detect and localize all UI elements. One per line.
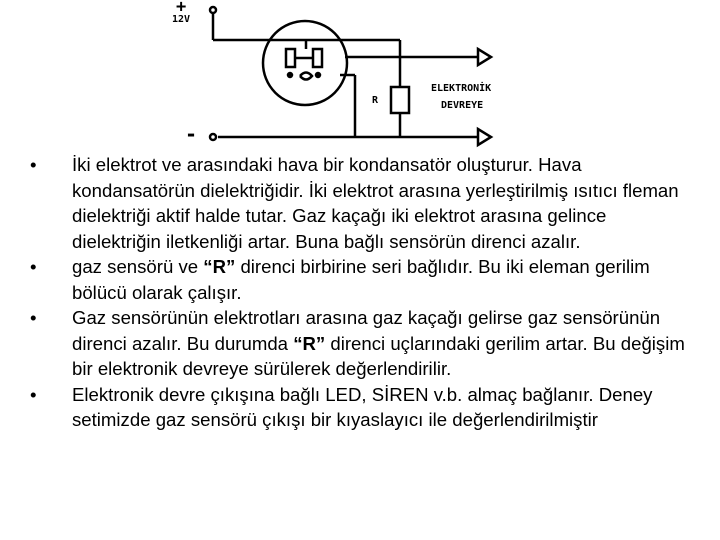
bullet-text-start: Gaz sensörünün elektrotları arasına gaz kaçağı gelirse gaz sensörünün direnci azalır. Bu durumda xyxy=(72,307,661,354)
bullet-item xyxy=(30,254,698,305)
bullet-text: İki elektrot ve arasındaki hava bir kondansatör oluşturur. Hava kondansatörün dielektriğidir. İki elektrot arasına yerleştirilmiş ısıtıcı fleman dielektriği aktif halde tutar. Gaz kaçağı iki elektrot arasına gelince dielektriğin iletkenliği artar. Buna bağlı sensörün direnci azalır. xyxy=(72,154,679,252)
gas-sensor-circuit-diagram xyxy=(0,0,720,150)
bullet-bold-term: “R” xyxy=(203,256,236,277)
bullet-dot: • xyxy=(30,154,37,175)
resistor-label: R xyxy=(372,95,379,106)
output-arrows xyxy=(478,49,491,145)
bullet-dot: • xyxy=(30,307,37,328)
supply-terminal-top xyxy=(210,7,216,13)
bullet-item xyxy=(30,382,698,433)
bullet-text-end: direnci uçlarındaki gerilim artar. Bu değişim bir elektronik devreye sürülerek değerlendirilir. xyxy=(72,332,685,379)
output-label-line1: ELEKTRONİK xyxy=(431,83,492,94)
bullet-dot: • xyxy=(30,256,37,277)
plus-sign: + xyxy=(176,0,187,17)
bullet-item xyxy=(30,305,698,382)
ground-terminal xyxy=(210,134,216,140)
circuit-wiring xyxy=(210,7,478,140)
bullet-item xyxy=(30,152,698,254)
bullet-list xyxy=(30,152,698,433)
bullet-text: Elektronik devre çıkışına bağlı LED, SİREN v.b. almaç bağlanır. Deney setimizde gaz sensörü çıkışı bir kıyaslayıcı ile değerlendirilmiştir xyxy=(72,383,653,430)
gas-sensor-symbol xyxy=(263,21,347,105)
bullet-bold-term: “R” xyxy=(293,332,326,354)
minus-sign: - xyxy=(185,122,198,146)
output-label-line2: DEVREYE xyxy=(441,100,484,111)
bullet-dot: • xyxy=(30,383,37,405)
resistor-symbol xyxy=(391,87,409,113)
bullet-text-end: direnci birbirine seri bağlıdır. Bu iki eleman gerilim bölücü olarak çalışır. xyxy=(72,256,650,303)
supply-voltage-label: 12V xyxy=(172,14,191,25)
bullet-text-start: gaz sensörü ve xyxy=(72,256,204,277)
